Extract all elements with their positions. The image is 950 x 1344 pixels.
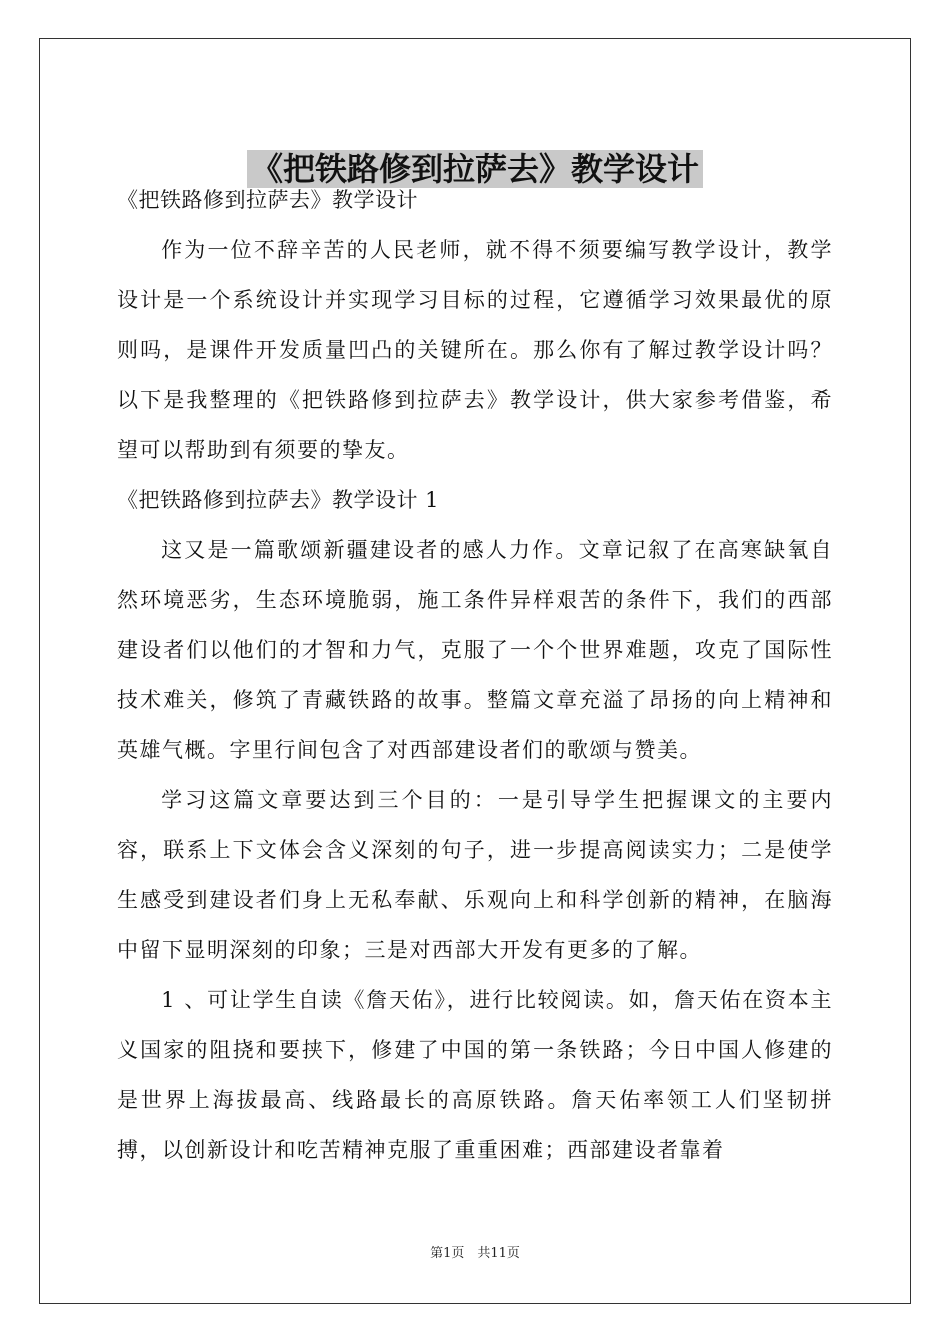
body-paragraph: 学习这篇文章要达到三个目的：一是引导学生把握课文的主要内容，联系上下文体会含义深刻的句子，进一步提高阅读实力；二是使学生感受到建设者们身上无私奉献、乐观向上和科学创新的精神，在脑海中留下显明深刻的印象；三是对西部大开发有更多的了解。 [117,788,833,962]
document-body [117,175,833,1175]
page-footer: 第1页 共11页 [430,1246,520,1261]
intro-paragraph: 作为一位不辞辛苦的人民老师，就不得不须要编写教学设计，教学设计是一个系统设计并实现学习目标的过程，它遵循学习效果最优的原则吗，是课件开发质量凹凸的关键所在。那么你有了解过教学设计吗？以下是我整理的《把铁路修到拉萨去》教学设计，供大家参考借鉴，希望可以帮助到有须要的挚友。 [117,238,833,462]
body-paragraph: 这又是一篇歌颂新疆建设者的感人力作。文章记叙了在高寒缺氧自然环境恶劣，生态环境脆弱，施工条件异样艰苦的条件下，我们的西部建设者们以他们的才智和力气，克服了一个个世界难题，攻克了国际性技术难关，修筑了青藏铁路的故事。整篇文章充溢了昂扬的向上精神和英雄气概。字里行间包含了对西部建设者们的歌颂与赞美。 [117,538,833,762]
section-heading: 《把铁路修到拉萨去》教学设计 1 [117,488,440,512]
document-title-text: 《把铁路修到拉萨去》教学设计 [247,150,703,188]
section-heading: 《把铁路修到拉萨去》教学设计 [117,188,418,212]
body-paragraph: 1 、可让学生自读《詹天佑》，进行比较阅读。如，詹天佑在资本主义国家的阻挠和要挟下，修建了中国的第一条铁路；今日中国人修建的是世界上海拔最高、线路最长的高原铁路。詹天佑率领工人们坚韧拼搏，以创新设计和吃苦精神克服了重重困难；西部建设者靠着 [117,988,833,1162]
